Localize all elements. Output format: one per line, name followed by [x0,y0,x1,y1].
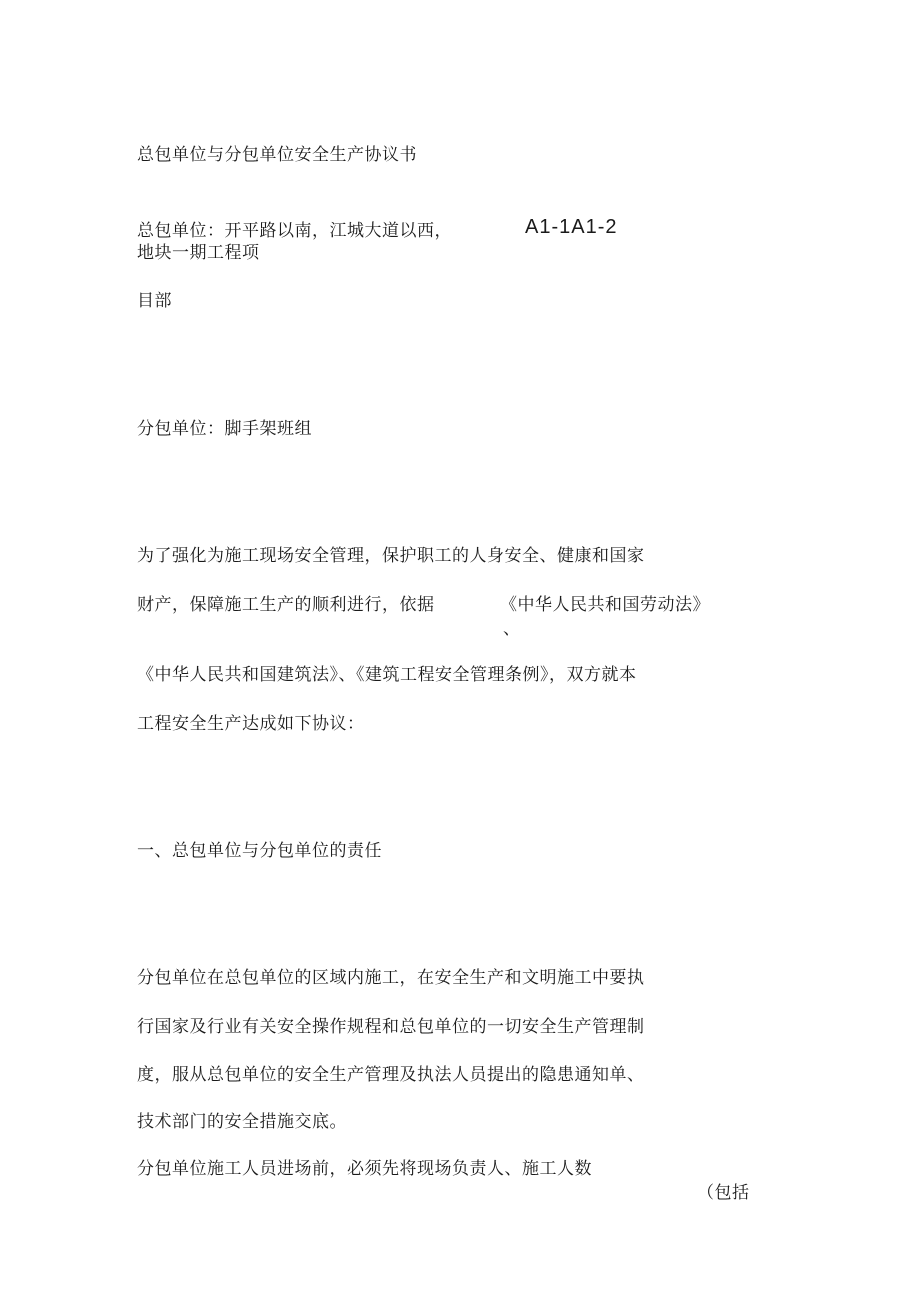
section-1-para-2-tail: （包括 [697,1183,750,1203]
contractor-line-1: 总包单位：开平路以南，江城大道以西， [137,221,452,241]
intro-line-4: 工程安全生产达成如下协议： [137,714,365,734]
intro-law-citation: 《中华人民共和国劳动法》 [500,595,710,615]
section-1-heading: 一、总包单位与分包单位的责任 [137,841,382,861]
section-1-para-1-line-1: 分包单位在总包单位的区域内施工，在安全生产和文明施工中要执 [137,968,645,988]
contractor-line-2: 地块一期工程项 [137,243,260,263]
section-1-para-1-line-3: 度，服从总包单位的安全生产管理及执法人员提出的隐患通知单、 [137,1065,645,1085]
intro-enumeration-mark: 、 [503,619,521,639]
section-1-para-1-line-4: 技术部门的安全措施交底。 [137,1112,347,1132]
section-1-para-2-line-1: 分包单位施工人员进场前，必须先将现场负责人、施工人数 [137,1159,592,1179]
document-title: 总包单位与分包单位安全生产协议书 [137,145,417,165]
section-1-para-1-line-2: 行国家及行业有关安全操作规程和总包单位的一切安全生产管理制 [137,1017,645,1037]
intro-line-2: 财产，保障施工生产的顺利进行，依据 [137,595,435,615]
intro-line-1: 为了强化为施工现场安全管理，保护职工的人身安全、健康和国家 [137,546,645,566]
intro-line-3: 《中华人民共和国建筑法》、《建筑工程安全管理条例》，双方就本 [137,665,637,685]
plot-code: A1-1A1-2 [525,216,618,238]
contractor-line-3: 目部 [137,291,172,311]
subcontractor-line: 分包单位：脚手架班组 [137,419,312,439]
